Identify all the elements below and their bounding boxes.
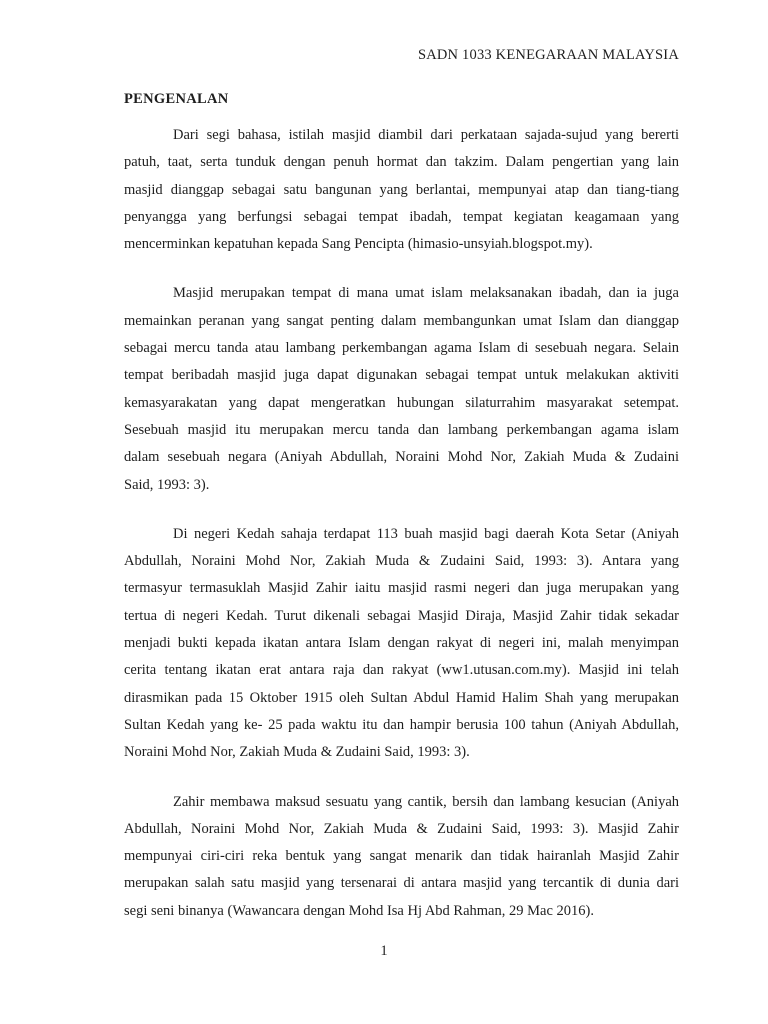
running-header: SADN 1033 KENEGARAAN MALAYSIA <box>417 47 679 63</box>
paragraph-line: termasyur termasuklah Masjid Zahir iaitu masjid rasmi negeri dan juga merupakan yang <box>124 580 679 597</box>
paragraph-line: Sultan Kedah yang ke- 25 pada waktu itu dan hampir berusia 100 tahun (Aniyah Abdullah, <box>124 716 679 733</box>
paragraph-line: cerita tentang ikatan erat antara raja dan rakyat (ww1.utusan.com.my). Masjid ini telah <box>124 662 679 679</box>
paragraph-line: Dari segi bahasa, istilah masjid diambil dari perkataan sajada-sujud yang bererti <box>173 127 679 143</box>
paragraph-line: Zahir membawa maksud sesuatu yang cantik, bersih dan lambang kesucian (Aniyah <box>173 793 679 810</box>
paragraph-line: Di negeri Kedah sahaja terdapat 113 buah masjid bagi daerah Kota Setar (Aniyah <box>173 525 679 542</box>
paragraph-line: masjid dianggap sebagai satu bangunan yang berlantai, mempunyai atap dan tiang-tiang <box>124 181 679 198</box>
paragraph-line: Abdullah, Noraini Mohd Nor, Zakiah Muda & Zudaini Said, 1993: 3). Antara yang <box>124 553 679 570</box>
page-number: 1 <box>380 943 388 959</box>
paragraph-line: dirasmikan pada 15 Oktober 1915 oleh Sultan Abdul Hamid Halim Shah yang merupakan <box>124 689 679 706</box>
paragraph-line: Masjid merupakan tempat di mana umat islam melaksanakan ibadah, dan ia juga <box>173 285 679 302</box>
paragraph-line: Abdullah, Noraini Mohd Nor, Zakiah Muda & Zudaini Said, 1993: 3). Masjid Zahir <box>124 820 679 837</box>
paragraph-line: mencerminkan kepatuhan kepada Sang Pencipta (himasio-unsyiah.blogspot.my). <box>124 236 593 253</box>
paragraph-4 <box>124 789 679 925</box>
paragraph-line: merupakan salah satu masjid yang tersenarai di antara masjid yang tercantik di dunia dari <box>124 875 679 892</box>
paragraph-3 <box>124 521 679 767</box>
paragraph-line: memainkan peranan yang sangat penting dalam membangunkan umat Islam dan dianggap <box>124 312 679 329</box>
paragraph-2 <box>124 280 679 498</box>
paragraph-line: Sesebuah masjid itu merupakan mercu tanda dan lambang perkembangan agama islam <box>124 421 679 438</box>
section-heading: PENGENALAN <box>124 91 229 107</box>
paragraph-line: tertua di negeri Kedah. Turut dikenali sebagai Masjid Diraja, Masjid Zahir tidak sekadar <box>124 607 679 624</box>
paragraph-line: menjadi bukti kepada ikatan antara Islam dengan rakyat di negeri ini, malah menyimpan <box>124 635 679 652</box>
paragraph-line: penyangga yang berfungsi sebagai tempat ibadah, tempat kegiatan keagamaan yang <box>124 208 679 225</box>
paragraph-line: segi seni binanya (Wawancara dengan Mohd Isa Hj Abd Rahman, 29 Mac 2016). <box>124 902 594 919</box>
paragraph-line: tempat beribadah masjid juga dapat digunakan sebagai tempat untuk melakukan aktiviti <box>124 367 679 384</box>
paragraph-line: mempunyai ciri-ciri reka bentuk yang sangat menarik dan tidak hairanlah Masjid Zahir <box>124 848 679 865</box>
paragraph-line: sebagai mercu tanda atau lambang perkembangan agama Islam di sesebuah negara. Selain <box>124 340 679 357</box>
paragraph-1 <box>124 122 679 258</box>
paragraph-line: Noraini Mohd Nor, Zakiah Muda & Zudaini Said, 1993: 3). <box>124 744 470 761</box>
paragraph-line: patuh, taat, serta tunduk dengan penuh hormat dan takzim. Dalam pengertian yang lain <box>124 154 679 171</box>
body-text <box>124 122 679 947</box>
paragraph-line: kemasyarakatan yang dapat mengeratkan hubungan silaturrahim masyarakat setempat. <box>124 394 679 411</box>
paragraph-line: dalam sesebuah negara (Aniyah Abdullah, Noraini Mohd Nor, Zakiah Muda & Zudaini <box>124 449 679 466</box>
paragraph-line: Said, 1993: 3). <box>124 476 210 493</box>
